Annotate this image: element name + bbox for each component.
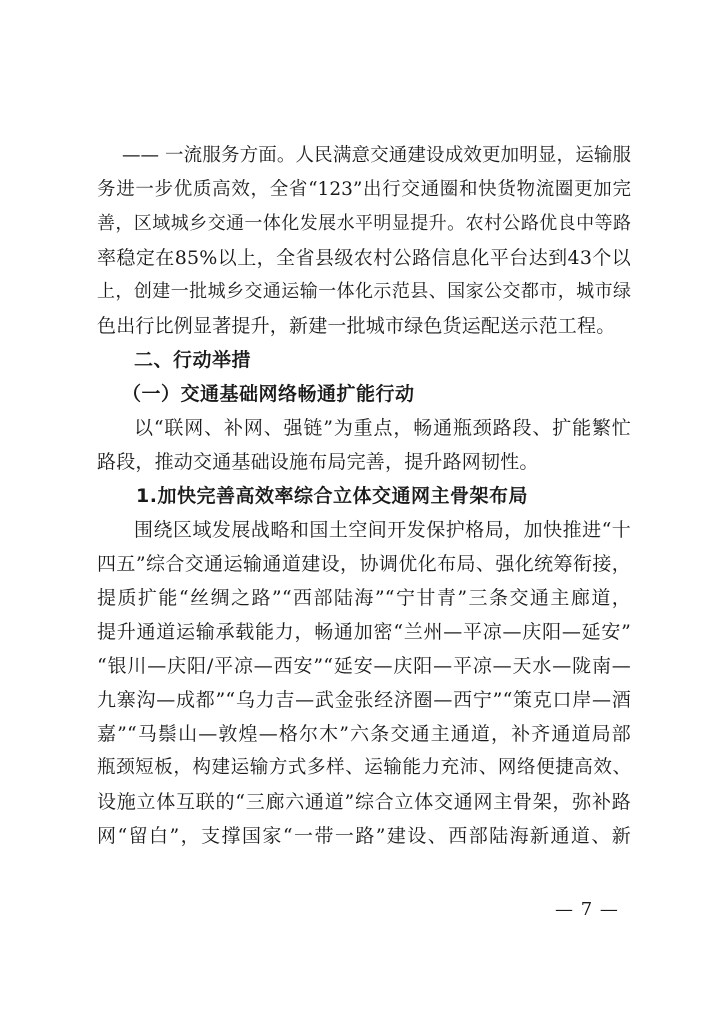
paragraph-line: —— 一流服务方面。人民满意交通建设成效更加明显，运输服 bbox=[122, 145, 631, 166]
paragraph-line: “银川—庆阳/平凉—西安”“延安—庆阳—平凉—天水—陇南— bbox=[97, 655, 631, 677]
paragraph-line: 善，区域城乡交通一体化发展水平明显提升。农村公路优良中等路 bbox=[97, 213, 631, 234]
paragraph-line: 四五”综合交通运输通道建设，协调优化布局、强化统筹衔接， bbox=[97, 553, 631, 575]
paragraph-line: 围绕区域发展战略和国土空间开发保护格局，加快推进“十 bbox=[134, 519, 631, 541]
paragraph-line: 嘉”“马鬃山—敦煌—格尔木”六条交通主通道，补齐通道局部 bbox=[97, 723, 631, 745]
paragraph-line: 网“留白”，支撑国家“一带一路”建设、西部陆海新通道、新 bbox=[97, 825, 631, 847]
paragraph-line: 提升通道运输承载能力，畅通加密“兰州—平凉—庆阳—延安” bbox=[97, 621, 631, 643]
paragraph-line: 设施立体互联的“三廊六通道”综合立体交通网主骨架，弥补路 bbox=[97, 791, 631, 813]
section-heading: 二、行动举措 bbox=[134, 349, 252, 371]
paragraph-line: 上，创建一批城乡交通运输一体化示范县、国家公交都市，城市绿 bbox=[97, 281, 631, 302]
page-number: — 7 — bbox=[555, 899, 619, 920]
item-heading: 1.加快完善高效率综合立体交通网主骨架布局 bbox=[136, 485, 528, 507]
paragraph-line: 色出行比例显著提升，新建一批城市绿色货运配送示范工程。 bbox=[97, 315, 616, 337]
paragraph-line: 率稳定在85%以上，全省县级农村公路信息化平台达到43个以 bbox=[97, 247, 631, 269]
paragraph-line: 务进一步优质高效，全省“123”出行交通圈和快货物流圈更加完 bbox=[97, 179, 631, 200]
subsection-heading: （一）交通基础网络畅通扩能行动 bbox=[122, 383, 415, 405]
paragraph-line: 路段，推动交通基础设施布局完善，提升路网韧性。 bbox=[97, 451, 539, 473]
paragraph-line: 九寨沟—成都”“乌力吉—武金张经济圈—西宁”“策克口岸—酒 bbox=[97, 689, 631, 711]
paragraph-line: 提质扩能“丝绸之路”“西部陆海”“宁甘青”三条交通主廊道， bbox=[97, 587, 631, 609]
paragraph-line: 瓶颈短板，构建运输方式多样、运输能力充沛、网络便捷高效、 bbox=[97, 757, 631, 778]
paragraph-line: 以“联网、补网、强链”为重点，畅通瓶颈路段、扩能繁忙 bbox=[134, 417, 631, 439]
